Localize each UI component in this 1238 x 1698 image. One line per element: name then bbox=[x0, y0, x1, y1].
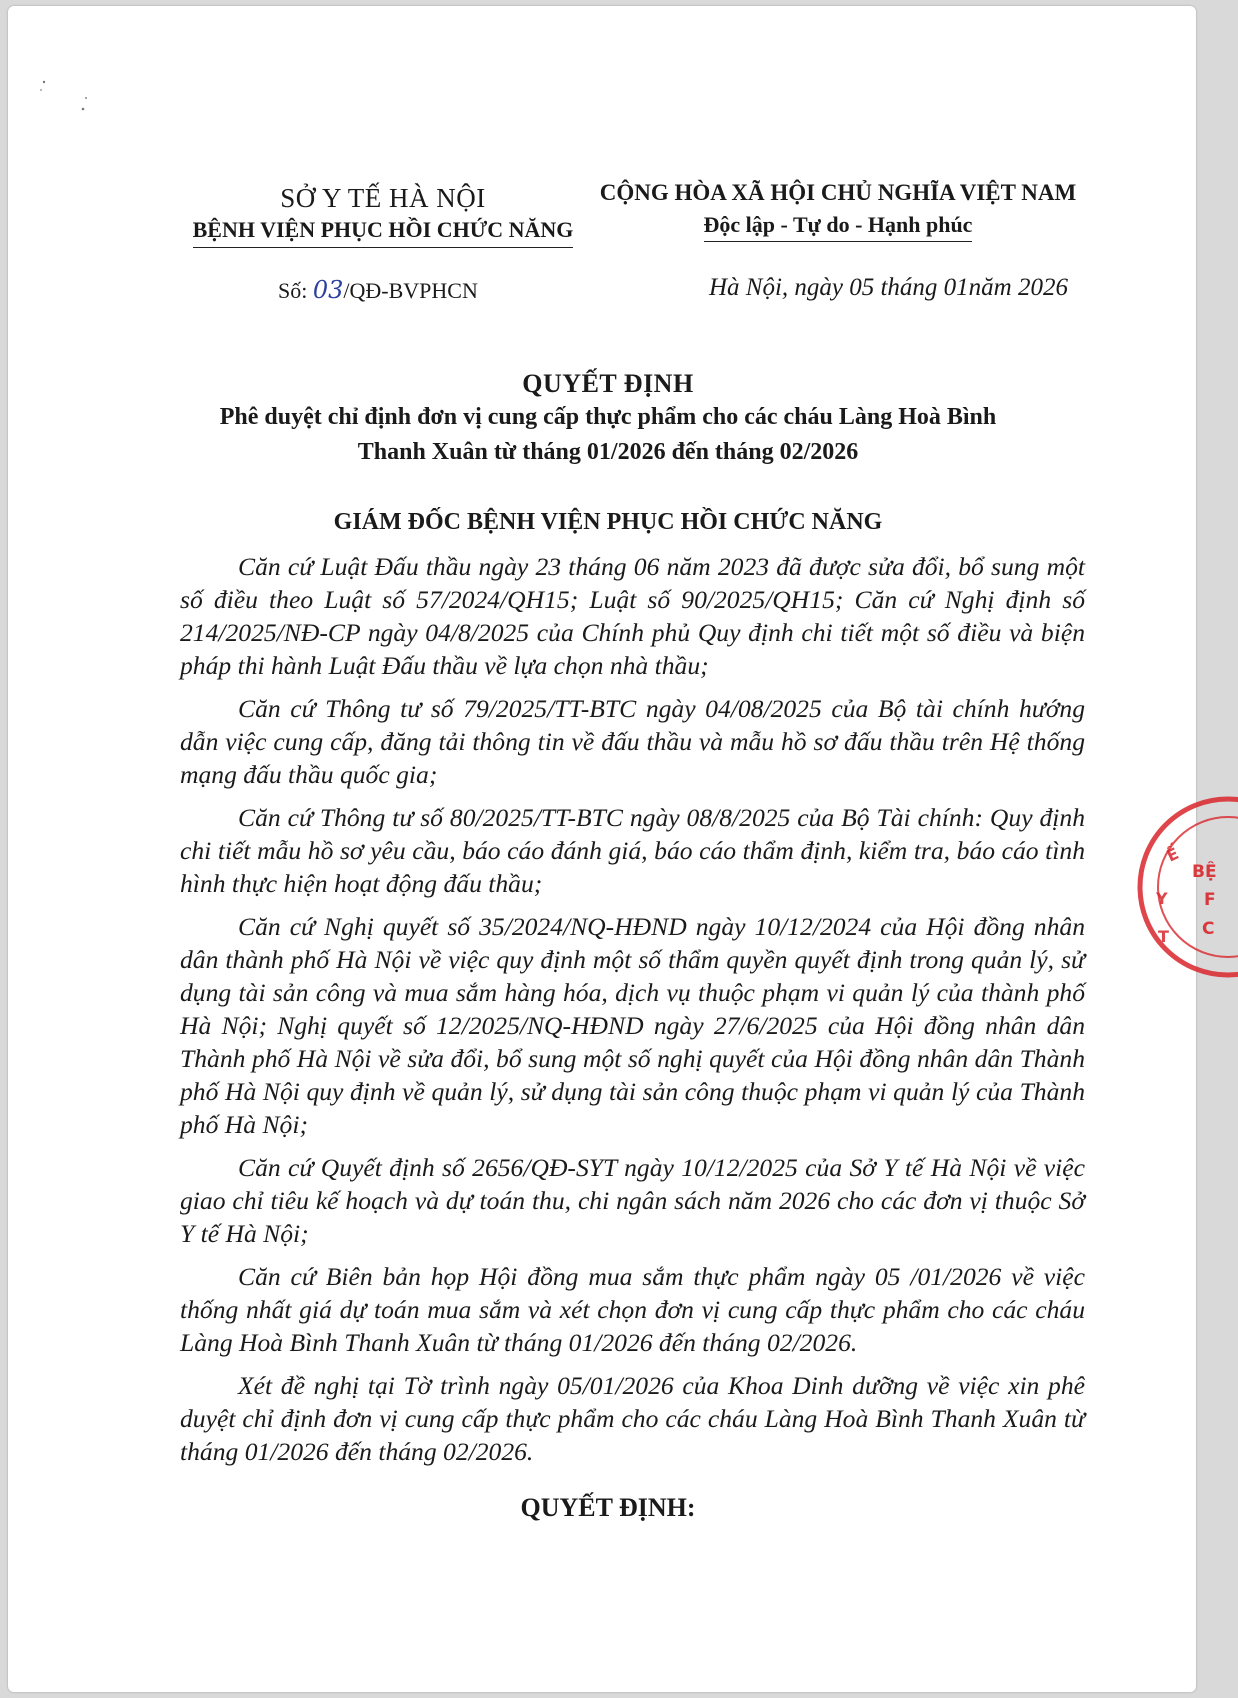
national-motto: Độc lập - Tự do - Hạnh phúc bbox=[704, 211, 973, 243]
header-right bbox=[598, 178, 1078, 242]
decision-heading: QUYẾT ĐỊNH: bbox=[520, 1493, 696, 1522]
paragraph: Căn cứ Nghị quyết số 35/2024/NQ-HĐND ngày 10/12/2024 của Hội đồng nhân dân thành phố Hà Nội về việc quy định một số thẩm quyền quyết định trong quản lý, sử dụng tài sản công và mua sắm hàng hóa, dịch vụ thuộc phạm vi quản lý của thành phố Hà Nội; Nghị quyết số 12/2025/NQ-HĐND ngày 27/6/2025 của Hội đồng nhân dân Thành phố Hà Nội về sửa đổi, bổ sung một số nghị quyết của Hội đồng nhân dân Thành phố Hà Nội quy định về quản lý, sử dụng tài sản công thuộc phạm vi quản lý của Thành phố Hà Nội; bbox=[180, 912, 1085, 1139]
date-line: Hà Nội, ngày 05 tháng 01năm 2026 bbox=[708, 274, 1068, 301]
paragraph: Căn cứ Quyết định số 2656/QĐ-SYT ngày 10/12/2025 của Sở Y tế Hà Nội về việc giao chỉ tiêu kế hoạch và dự toán thu, chi ngân sách năm 2026 cho các đơn vị thuộc Sở Y tế Hà Nội; bbox=[180, 1153, 1085, 1248]
agency-name: SỞ Y TẾ HÀ NỘI bbox=[280, 183, 486, 213]
header-left bbox=[183, 182, 583, 248]
document-page bbox=[8, 6, 1196, 1692]
title-block bbox=[108, 369, 1108, 468]
document-number bbox=[278, 276, 478, 304]
svg-text:Y: Y bbox=[1156, 889, 1168, 908]
document-subtitle-line2: Thanh Xuân từ tháng 01/2026 đến tháng 02/2026 bbox=[357, 438, 859, 465]
handwritten-number: 03 bbox=[312, 276, 344, 304]
organization-name: BỆNH VIỆN PHỤC HỒI CHỨC NĂNG bbox=[193, 216, 574, 248]
paragraph: Xét đề nghị tại Tờ trình ngày 05/01/2026 của Khoa Dinh dưỡng về việc xin phê duyệt chỉ định đơn vị cung cấp thực phẩm cho các cháu Làng Hoà Bình Thanh Xuân từ tháng 01/2026 đến tháng 02/2026. bbox=[180, 1371, 1085, 1466]
paragraph: Căn cứ Biên bản họp Hội đồng mua sắm thực phẩm ngày 05 /01/2026 về việc thống nhất giá dự toán mua sắm và xét chọn đơn vị cung cấp thực phẩm cho các cháu Làng Hoà Bình Thanh Xuân từ tháng 01/2026 đến tháng 02/2026. bbox=[180, 1262, 1085, 1357]
svg-text:BỆ: BỆ bbox=[1192, 862, 1217, 882]
document-title: QUYẾT ĐỊNH bbox=[522, 369, 694, 398]
svg-text:Ế: Ế bbox=[1163, 843, 1182, 866]
document-subtitle-line1: Phê duyệt chỉ định đơn vị cung cấp thực phẩm cho các cháu Làng Hoà Bình bbox=[219, 404, 997, 430]
scan-specks bbox=[36, 72, 96, 132]
svg-text:F: F bbox=[1204, 890, 1216, 910]
svg-text:T: T bbox=[1158, 927, 1169, 946]
svg-text:C: C bbox=[1202, 919, 1215, 939]
document-body bbox=[180, 550, 1085, 1478]
paragraph: Căn cứ Thông tư số 80/2025/TT-BTC ngày 08/8/2025 của Bộ Tài chính: Quy định chi tiết mẫu hồ sơ yêu cầu, báo cáo đánh giá, báo cáo thẩm định, kiểm tra, báo cáo tình hình thực hiện hoạt động đấu thầu; bbox=[180, 803, 1085, 898]
nation-name: CỘNG HÒA XÃ HỘI CHỦ NGHĨA VIỆT NAM bbox=[599, 180, 1077, 205]
doc-number-suffix: /QĐ-BVPHCN bbox=[343, 278, 478, 303]
issuing-authority: GIÁM ĐỐC BỆNH VIỆN PHỤC HỒI CHỨC NĂNG bbox=[333, 509, 883, 535]
red-seal-stamp bbox=[1118, 792, 1238, 982]
paragraph: Căn cứ Luật Đấu thầu ngày 23 tháng 06 năm 2023 đã được sửa đổi, bổ sung một số điều theo Luật số 57/2024/QH15; Luật số 90/2025/QH15; Căn cứ Nghị định số 214/2025/NĐ-CP ngày 04/8/2025 của Chính phủ Quy định chi tiết một số điều và biện pháp thi hành Luật Đấu thầu về lựa chọn nhà thầu; bbox=[180, 552, 1085, 680]
doc-number-prefix: Số: bbox=[278, 278, 313, 303]
paragraph: Căn cứ Thông tư số 79/2025/TT-BTC ngày 04/08/2025 của Bộ tài chính hướng dẫn việc cung cấp, đăng tải thông tin về đấu thầu và mẫu hồ sơ đấu thầu trên Hệ thống mạng đấu thầu quốc gia; bbox=[180, 694, 1085, 789]
